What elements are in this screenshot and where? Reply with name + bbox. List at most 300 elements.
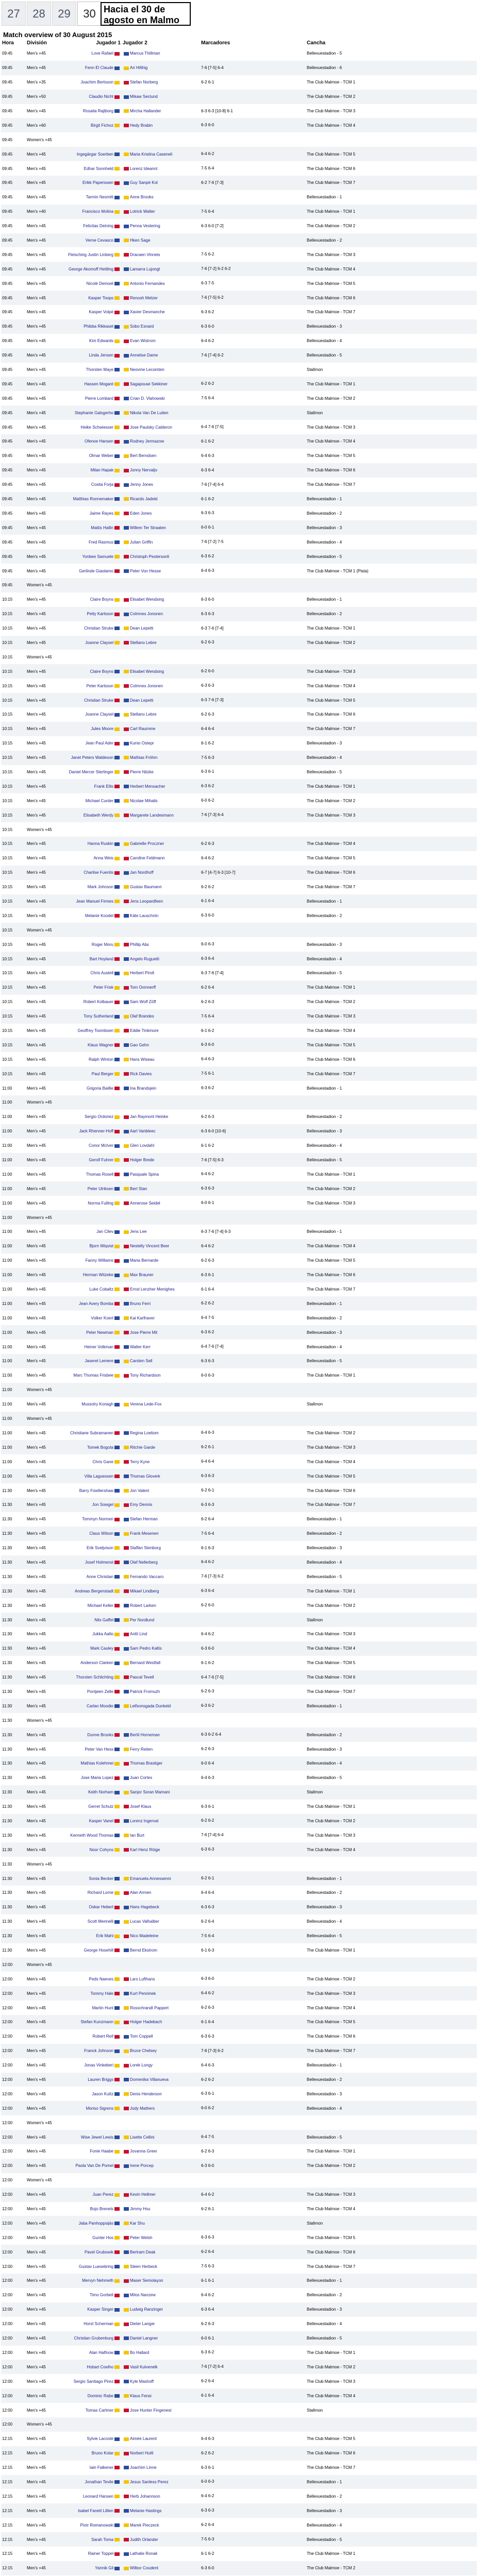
player2-name[interactable] [122, 2015, 200, 2029]
player1-name[interactable] [59, 1641, 122, 1656]
player2-name[interactable] [122, 2230, 200, 2245]
player1-name[interactable] [59, 1412, 122, 1426]
player2-name-text[interactable]: Dean Lepetti [130, 698, 154, 703]
player2-name-text[interactable]: Aimée Laurent [130, 2436, 157, 2442]
player1-name-text[interactable]: Wise Jewel Lewis [80, 2134, 113, 2140]
player2-name-text[interactable]: Willem Ter Straaten [130, 525, 166, 530]
player2-name[interactable] [122, 1325, 200, 1340]
player2-name-text[interactable]: Stellano Lebre [130, 712, 157, 717]
player2-name-text[interactable]: Nico Madeleine [130, 1934, 159, 1939]
player2-name[interactable] [122, 736, 200, 751]
player2-name[interactable] [122, 1052, 200, 1066]
player2-name-text[interactable]: Lorenz Ingerval [130, 1818, 159, 1823]
player1-name-text[interactable]: Felicitas Deining [83, 224, 113, 229]
player2-name-text[interactable]: Hans Hagebeck [130, 1905, 159, 1910]
player2-name[interactable] [122, 2403, 200, 2417]
player1-name[interactable] [59, 75, 122, 90]
player1-name-text[interactable]: Klaus Wagner [88, 1042, 113, 1047]
player2-name-text[interactable]: Jovanna Greer [130, 2149, 157, 2154]
player1-name-text[interactable]: Sergio Ordonez [84, 1114, 113, 1120]
player2-name[interactable] [122, 2317, 200, 2331]
player2-name-text[interactable]: Terry Kyne [130, 1459, 150, 1464]
player2-name-text[interactable]: Phillip Abs [130, 942, 149, 947]
player1-name-text[interactable]: Charlise Fuentis [84, 870, 113, 875]
player1-name-text[interactable]: Peter Van Hess [85, 1747, 113, 1752]
player2-name[interactable] [122, 291, 200, 305]
player1-name[interactable] [59, 1268, 122, 1282]
player1-name[interactable] [59, 205, 122, 219]
player1-name-text[interactable]: Phibba Rikkaset [84, 324, 113, 329]
player1-name-text[interactable]: Christian Struke [84, 626, 113, 631]
player1-name[interactable] [59, 1871, 122, 1886]
player1-name[interactable] [59, 1139, 122, 1153]
player2-name-text[interactable]: Leifsonsgada Dunkeld [130, 1703, 171, 1708]
player1-name[interactable] [59, 1167, 122, 1181]
player2-name[interactable] [122, 535, 200, 549]
player1-name-text[interactable]: Grigoria Baillie [86, 1086, 113, 1091]
player1-name[interactable] [59, 1469, 122, 1483]
player1-name[interactable] [59, 1943, 122, 1958]
player2-name-text[interactable]: Ernst Lenzher Menighes [130, 1287, 175, 1292]
player1-name[interactable] [59, 276, 122, 291]
player2-name[interactable] [122, 679, 200, 693]
player2-name-text[interactable]: Ina Brandsjein [130, 1086, 157, 1091]
player1-name[interactable] [59, 765, 122, 779]
player2-name-text[interactable]: Juan Cortes [130, 1775, 153, 1781]
player1-name[interactable] [59, 1541, 122, 1555]
player1-name[interactable] [59, 1483, 122, 1498]
player2-name[interactable] [122, 1584, 200, 1598]
player2-name[interactable] [122, 2087, 200, 2101]
player1-name[interactable] [59, 1325, 122, 1340]
player1-name-text[interactable]: Kasper Singer [87, 2307, 113, 2312]
player2-name[interactable] [122, 2475, 200, 2489]
player1-name[interactable] [59, 2432, 122, 2446]
player2-name[interactable] [122, 1800, 200, 1814]
player2-name[interactable] [122, 1024, 200, 1038]
player1-name[interactable] [59, 751, 122, 765]
player2-name-text[interactable]: Olaf Nellerberg [130, 1560, 158, 1565]
player2-name-text[interactable]: Fernando Vaccaro [130, 1574, 164, 1579]
player1-name[interactable] [59, 118, 122, 132]
player1-name[interactable] [59, 363, 122, 377]
player1-name[interactable] [59, 2130, 122, 2144]
player1-name-text[interactable]: Michael Curder [85, 798, 113, 803]
player1-name-text[interactable]: Tony Sutherland [84, 1014, 113, 1019]
player1-name[interactable] [59, 478, 122, 492]
player2-name[interactable] [122, 2561, 200, 2575]
player2-name[interactable] [122, 2388, 200, 2403]
player2-name[interactable] [122, 1397, 200, 1412]
player2-name-text[interactable]: Elisabet Wendsing [130, 669, 164, 674]
player1-name[interactable] [59, 578, 122, 592]
player2-name-text[interactable]: Colmnes Jonsnen [130, 683, 163, 688]
player1-name-text[interactable]: Thomas Rosell [86, 1172, 113, 1177]
player1-name[interactable] [59, 1598, 122, 1613]
player1-name[interactable] [59, 980, 122, 995]
player2-name[interactable] [122, 2130, 200, 2144]
player1-name[interactable] [59, 1814, 122, 1828]
player1-name-text[interactable]: Birgit Fichoz [90, 123, 113, 128]
player2-name[interactable] [122, 650, 200, 664]
player1-name-text[interactable]: Gerlinde Giaolamo [79, 568, 113, 573]
player2-name-text[interactable]: Caroline Feldmann [130, 856, 165, 861]
player1-name-text[interactable]: Tommyn Normen [82, 1517, 113, 1522]
player2-name-text[interactable]: Lathalie Ronak [130, 2551, 158, 2556]
player1-name-text[interactable]: Francisco Molina [82, 209, 113, 214]
player2-name[interactable] [122, 1139, 200, 1153]
player2-name-text[interactable]: Antonio Fernandes [130, 281, 165, 286]
player2-name[interactable] [122, 463, 200, 478]
player1-name-text[interactable]: Norma Fulling [88, 1200, 113, 1206]
player2-name-text[interactable]: Ludwig Ranzinger [130, 2307, 163, 2312]
player1-name[interactable] [59, 1627, 122, 1641]
player1-name[interactable] [59, 2388, 122, 2403]
player2-name[interactable] [122, 2202, 200, 2216]
player1-name-text[interactable]: Josef Holmenst [85, 1560, 113, 1565]
player1-name[interactable] [59, 1842, 122, 1857]
player1-name[interactable] [59, 1110, 122, 1124]
player1-name[interactable] [59, 2230, 122, 2245]
player1-name-text[interactable]: Geoffrey Toombsen [77, 1028, 113, 1033]
player1-name-text[interactable]: Joanne Claysel [85, 640, 113, 645]
player2-name-text[interactable]: Xavier Desmanche [130, 310, 165, 315]
player1-name-text[interactable]: Stefan Kunzmann [80, 2020, 113, 2025]
player2-name-text[interactable]: Guy Sanpé Kol [130, 180, 158, 185]
player1-name-text[interactable]: Erik Sveljvison [86, 1546, 113, 1551]
player2-name-text[interactable]: Holger Brede [130, 1158, 155, 1163]
player1-name[interactable] [59, 262, 122, 276]
player1-name[interactable] [59, 995, 122, 1009]
player2-name[interactable] [122, 2432, 200, 2446]
player1-name[interactable] [59, 2360, 122, 2374]
player2-name[interactable] [122, 2044, 200, 2058]
player1-name[interactable] [59, 664, 122, 679]
player2-name-text[interactable]: Jan Nordhoff [130, 870, 154, 875]
player2-name[interactable] [122, 1541, 200, 1555]
player2-name[interactable] [122, 262, 200, 276]
player1-name[interactable] [59, 937, 122, 952]
player1-name[interactable] [59, 449, 122, 463]
player2-name-text[interactable]: Kevin Hellmer [130, 2192, 156, 2197]
player2-name-text[interactable]: Ricardo Jadeld [130, 497, 158, 502]
player1-name[interactable] [59, 1929, 122, 1943]
player1-name[interactable] [59, 2331, 122, 2346]
player2-name-text[interactable]: Stefan Herman [130, 1517, 158, 1522]
player2-name-text[interactable]: Holger Hadebach [130, 2020, 162, 2025]
player1-name[interactable] [59, 851, 122, 866]
player1-name-text[interactable]: George Hosehill [84, 1948, 113, 1953]
player1-name-text[interactable]: Rainer Toppel [88, 2551, 113, 2556]
player1-name-text[interactable]: Michael Keller [87, 1603, 113, 1608]
player2-name-text[interactable]: Steen Herbeck [130, 2264, 157, 2269]
player1-name-text[interactable]: Bjorn Wiqvist [89, 1244, 113, 1249]
player1-name[interactable] [59, 2274, 122, 2288]
player2-name[interactable] [122, 2288, 200, 2302]
player2-name[interactable] [122, 2073, 200, 2087]
player1-name[interactable] [59, 520, 122, 535]
player1-name-text[interactable]: Fred Rasmus [88, 539, 113, 545]
player1-name[interactable] [59, 2202, 122, 2216]
player2-name-text[interactable]: Pasquale Spina [130, 1172, 159, 1177]
player1-name[interactable] [59, 1397, 122, 1412]
player1-name[interactable] [59, 693, 122, 707]
player1-name[interactable] [59, 104, 122, 118]
player1-name[interactable] [59, 1124, 122, 1139]
player1-name[interactable] [59, 592, 122, 607]
player1-name[interactable] [59, 1900, 122, 1914]
player2-name-text[interactable]: Hken Sage [130, 238, 151, 243]
player2-name-text[interactable]: Hedy Brabin [130, 123, 153, 128]
player2-name-text[interactable]: Julian Griffin [130, 539, 153, 545]
player2-name[interactable] [122, 2489, 200, 2503]
player1-name-text[interactable]: Bruno Kolar [91, 2451, 113, 2456]
player2-name[interactable] [122, 2029, 200, 2044]
player1-name-text[interactable]: Horst Scherman [84, 2321, 113, 2327]
player2-name[interactable] [122, 664, 200, 679]
player1-name[interactable] [59, 1527, 122, 1541]
player2-name[interactable] [122, 1929, 200, 1943]
player2-name-text[interactable]: Lotrick Walter [130, 209, 155, 214]
player1-name[interactable] [59, 607, 122, 621]
player1-name[interactable] [59, 1153, 122, 1167]
player1-name[interactable] [59, 1569, 122, 1584]
player2-name-text[interactable]: Jens Leopardfeen [130, 899, 163, 904]
player1-name-text[interactable]: Jonathan Tevile [85, 2479, 113, 2484]
player1-name-text[interactable]: Peter Karlsson [86, 683, 113, 688]
player1-name-text[interactable]: Frank Ellis [94, 784, 113, 789]
player1-name[interactable] [59, 1914, 122, 1929]
player1-name-text[interactable]: Herman Witzeke [82, 1273, 113, 1278]
player2-name[interactable] [122, 880, 200, 894]
player2-name-text[interactable]: Kyle Mashoff [130, 2379, 154, 2384]
player2-name[interactable] [122, 765, 200, 779]
player2-name-text[interactable]: Käte Lauschnin [130, 913, 159, 918]
player2-name[interactable] [122, 952, 200, 966]
player1-name-text[interactable]: Petty Karlsson [87, 612, 113, 617]
player1-name[interactable] [59, 793, 122, 808]
player2-name[interactable] [122, 1153, 200, 1167]
player2-name-text[interactable]: Gustav Baumann [130, 885, 162, 890]
player2-name[interactable] [122, 2058, 200, 2073]
player1-name-text[interactable]: Yannik Gil [95, 2566, 113, 2571]
player1-name[interactable] [59, 1282, 122, 1297]
player2-name-text[interactable]: Alan Armen [130, 1890, 152, 1895]
player2-name[interactable] [122, 1167, 200, 1181]
player2-name-text[interactable]: Aart Vanbleec [130, 1129, 156, 1134]
player2-name-text[interactable]: Bert Stan [130, 1186, 147, 1191]
player1-name-text[interactable]: Daniel Mercer Sterlinger [69, 769, 113, 774]
player1-name-text[interactable]: Marc Thomas Frisbee [73, 1373, 113, 1378]
player2-name-text[interactable]: Maser Semolayon [130, 2278, 163, 2283]
player1-name[interactable] [59, 1368, 122, 1383]
player1-name-text[interactable]: Noor Cohyns [89, 1847, 113, 1852]
player1-name[interactable] [59, 1685, 122, 1699]
player2-name[interactable] [122, 621, 200, 636]
player2-name[interactable] [122, 61, 200, 75]
player1-name-text[interactable]: Piotr Romanowski [80, 2522, 113, 2528]
player2-name[interactable] [122, 276, 200, 291]
player2-name[interactable] [122, 2417, 200, 2432]
player1-name-text[interactable]: Paul Berger [91, 1071, 113, 1076]
player2-name[interactable] [122, 1527, 200, 1541]
player2-name-text[interactable]: Wilbor Coudent [130, 2566, 159, 2571]
player1-name-text[interactable]: Jaime Rayes [89, 511, 113, 516]
player1-name-text[interactable]: Anderson Clarken [80, 1660, 113, 1666]
player1-name[interactable] [59, 2015, 122, 2029]
player2-name[interactable] [122, 1727, 200, 1742]
player2-name[interactable] [122, 2461, 200, 2475]
player2-name-text[interactable]: Renosh Melzer [130, 295, 158, 300]
player2-name-text[interactable]: Jose Paulsky Calderon [130, 425, 172, 430]
player2-name[interactable] [122, 478, 200, 492]
player2-name[interactable] [122, 2188, 200, 2202]
player2-name-text[interactable]: Crian D. Vlahowski [130, 396, 165, 401]
player1-name[interactable] [59, 1296, 122, 1311]
player1-name[interactable] [59, 923, 122, 937]
player1-name[interactable] [59, 247, 122, 262]
player2-name-text[interactable]: Nikola Van De Luiten [130, 410, 169, 415]
player2-name-text[interactable]: Regina Loeliom [130, 1430, 159, 1435]
player2-name-text[interactable]: Mathias Fröhm [130, 755, 158, 760]
player1-name-text[interactable]: Robert Reif [92, 2034, 113, 2039]
player1-name-text[interactable]: Verne Cevasco [85, 238, 113, 243]
player1-name[interactable] [59, 736, 122, 751]
player2-name[interactable] [122, 808, 200, 822]
player2-name[interactable] [122, 1900, 200, 1914]
player1-name[interactable] [59, 2446, 122, 2461]
player2-name[interactable] [122, 564, 200, 578]
player1-name-text[interactable]: Claire Boyns [90, 669, 113, 674]
player2-name[interactable] [122, 1742, 200, 1756]
player2-name[interactable] [122, 1440, 200, 1454]
player1-name[interactable] [59, 822, 122, 837]
player2-name-text[interactable]: Kurt Penninek [130, 1991, 156, 1996]
player2-name[interactable] [122, 1842, 200, 1857]
player2-name-text[interactable]: Maria Kristina Caseneli [130, 151, 173, 157]
player1-name-text[interactable]: Bart Hoyland [89, 956, 113, 961]
player2-name-text[interactable]: Nestelly Vincent Beer [130, 1244, 170, 1249]
player1-name[interactable] [59, 1052, 122, 1066]
player2-name-text[interactable]: Eddie Tinkmore [130, 1028, 159, 1033]
player2-name[interactable] [122, 1038, 200, 1052]
player2-name-text[interactable]: Mircha Hallander [130, 109, 161, 113]
player1-name[interactable] [59, 2087, 122, 2101]
player1-name[interactable] [59, 1340, 122, 1354]
player2-name[interactable] [122, 1914, 200, 1929]
player2-name[interactable] [122, 1957, 200, 1972]
player1-name-text[interactable]: Claus Wilson [89, 1531, 113, 1536]
player1-name[interactable] [59, 908, 122, 923]
player2-name[interactable] [122, 1699, 200, 1713]
player1-name[interactable] [59, 2159, 122, 2173]
player2-name-text[interactable]: Sam Pedro Kaltis [130, 1646, 162, 1651]
player1-name-text[interactable]: Scott Mennelli [87, 1919, 113, 1924]
player1-name-text[interactable]: Fleisching Justin Linberg [68, 252, 113, 257]
player1-name[interactable] [59, 46, 122, 61]
player1-name-text[interactable]: Jose Maria Lopez [80, 1775, 113, 1781]
player2-name[interactable] [122, 722, 200, 736]
player2-name[interactable] [122, 2374, 200, 2388]
day-tab-30[interactable]: 30 [77, 2, 102, 26]
player1-name-text[interactable]: Hassen Mogaré [84, 381, 113, 386]
player2-name[interactable] [122, 2503, 200, 2518]
player1-name-text[interactable]: Joachim Bertsson [80, 80, 113, 85]
player1-name[interactable] [59, 1354, 122, 1368]
player1-name-text[interactable]: Richard Lorne [87, 1890, 113, 1895]
player1-name[interactable] [59, 636, 122, 650]
player1-name[interactable] [59, 1196, 122, 1210]
player2-name-text[interactable]: Stellano Lebre [130, 640, 157, 645]
player1-name[interactable] [59, 2073, 122, 2087]
player2-name[interactable] [122, 391, 200, 405]
player2-name[interactable] [122, 980, 200, 995]
player1-name-text[interactable]: Lauren Briggs [88, 2077, 113, 2082]
player2-name-text[interactable]: Emy Dennis [130, 1502, 153, 1507]
player2-name[interactable] [122, 578, 200, 592]
player2-name[interactable] [122, 104, 200, 118]
player2-name[interactable] [122, 1110, 200, 1124]
player1-name-text[interactable]: Milan Hapak [90, 468, 113, 473]
player2-name[interactable] [122, 190, 200, 205]
player1-name-text[interactable]: Thorsten Schlichting [76, 1675, 113, 1680]
player1-name[interactable] [59, 1972, 122, 1986]
player2-name-text[interactable]: Jon Valent [130, 1488, 150, 1493]
player2-name-text[interactable]: Rick Davies [130, 1071, 152, 1076]
player2-name-text[interactable]: Kunio Ostepr [130, 741, 154, 746]
player2-name-text[interactable]: Joachim Linne [130, 2465, 157, 2470]
player2-name[interactable] [122, 1569, 200, 1584]
player2-name[interactable] [122, 2245, 200, 2259]
player2-name-text[interactable]: Jose Pierre Mil [130, 1330, 157, 1335]
player2-name-text[interactable]: Bert Berndsen [130, 453, 157, 459]
player2-name[interactable] [122, 1972, 200, 1986]
player2-name[interactable] [122, 1009, 200, 1024]
player2-name[interactable] [122, 233, 200, 248]
player1-name-text[interactable]: Sonia Becker [89, 1876, 113, 1881]
player2-name[interactable] [122, 793, 200, 808]
player1-name[interactable] [59, 1009, 122, 1024]
player2-name-text[interactable]: Jonny Nervaljo [130, 468, 157, 473]
player2-name[interactable] [122, 1124, 200, 1139]
player2-name[interactable] [122, 506, 200, 521]
player1-name-text[interactable]: Nicolè Demoet [86, 281, 113, 286]
player1-name-text[interactable]: Kasper Volpé [89, 310, 113, 315]
player1-name[interactable] [59, 1512, 122, 1527]
player1-name[interactable] [59, 291, 122, 305]
player2-name-text[interactable]: Verena Lede-Fox [130, 1402, 162, 1407]
player1-name-text[interactable]: Chris Gane [92, 1459, 113, 1464]
player1-name[interactable] [59, 1555, 122, 1570]
player2-name[interactable] [122, 132, 200, 147]
player2-name[interactable] [122, 1066, 200, 1081]
player1-name-text[interactable]: George Akomoff Hettling [68, 266, 113, 272]
day-tab-29[interactable]: 29 [52, 2, 76, 26]
player1-name[interactable] [59, 2001, 122, 2015]
player2-name[interactable] [122, 1095, 200, 1110]
player2-name-text[interactable]: Bruno Ferri [130, 1301, 151, 1306]
player2-name[interactable] [122, 966, 200, 980]
player1-name[interactable] [59, 2058, 122, 2073]
player1-name-text[interactable]: Kasper Vanel [89, 1818, 113, 1823]
player1-name-text[interactable]: Edhar Sonnheld [84, 166, 113, 171]
player2-name-text[interactable]: Tom Oxmnerff [130, 985, 156, 990]
player2-name[interactable] [122, 118, 200, 132]
player1-name[interactable] [59, 1426, 122, 1440]
player2-name[interactable] [122, 161, 200, 176]
player2-name-text[interactable]: Lars Lufthans [130, 1976, 155, 1981]
player2-name-text[interactable]: Lucas Valhalber [130, 1919, 159, 1924]
